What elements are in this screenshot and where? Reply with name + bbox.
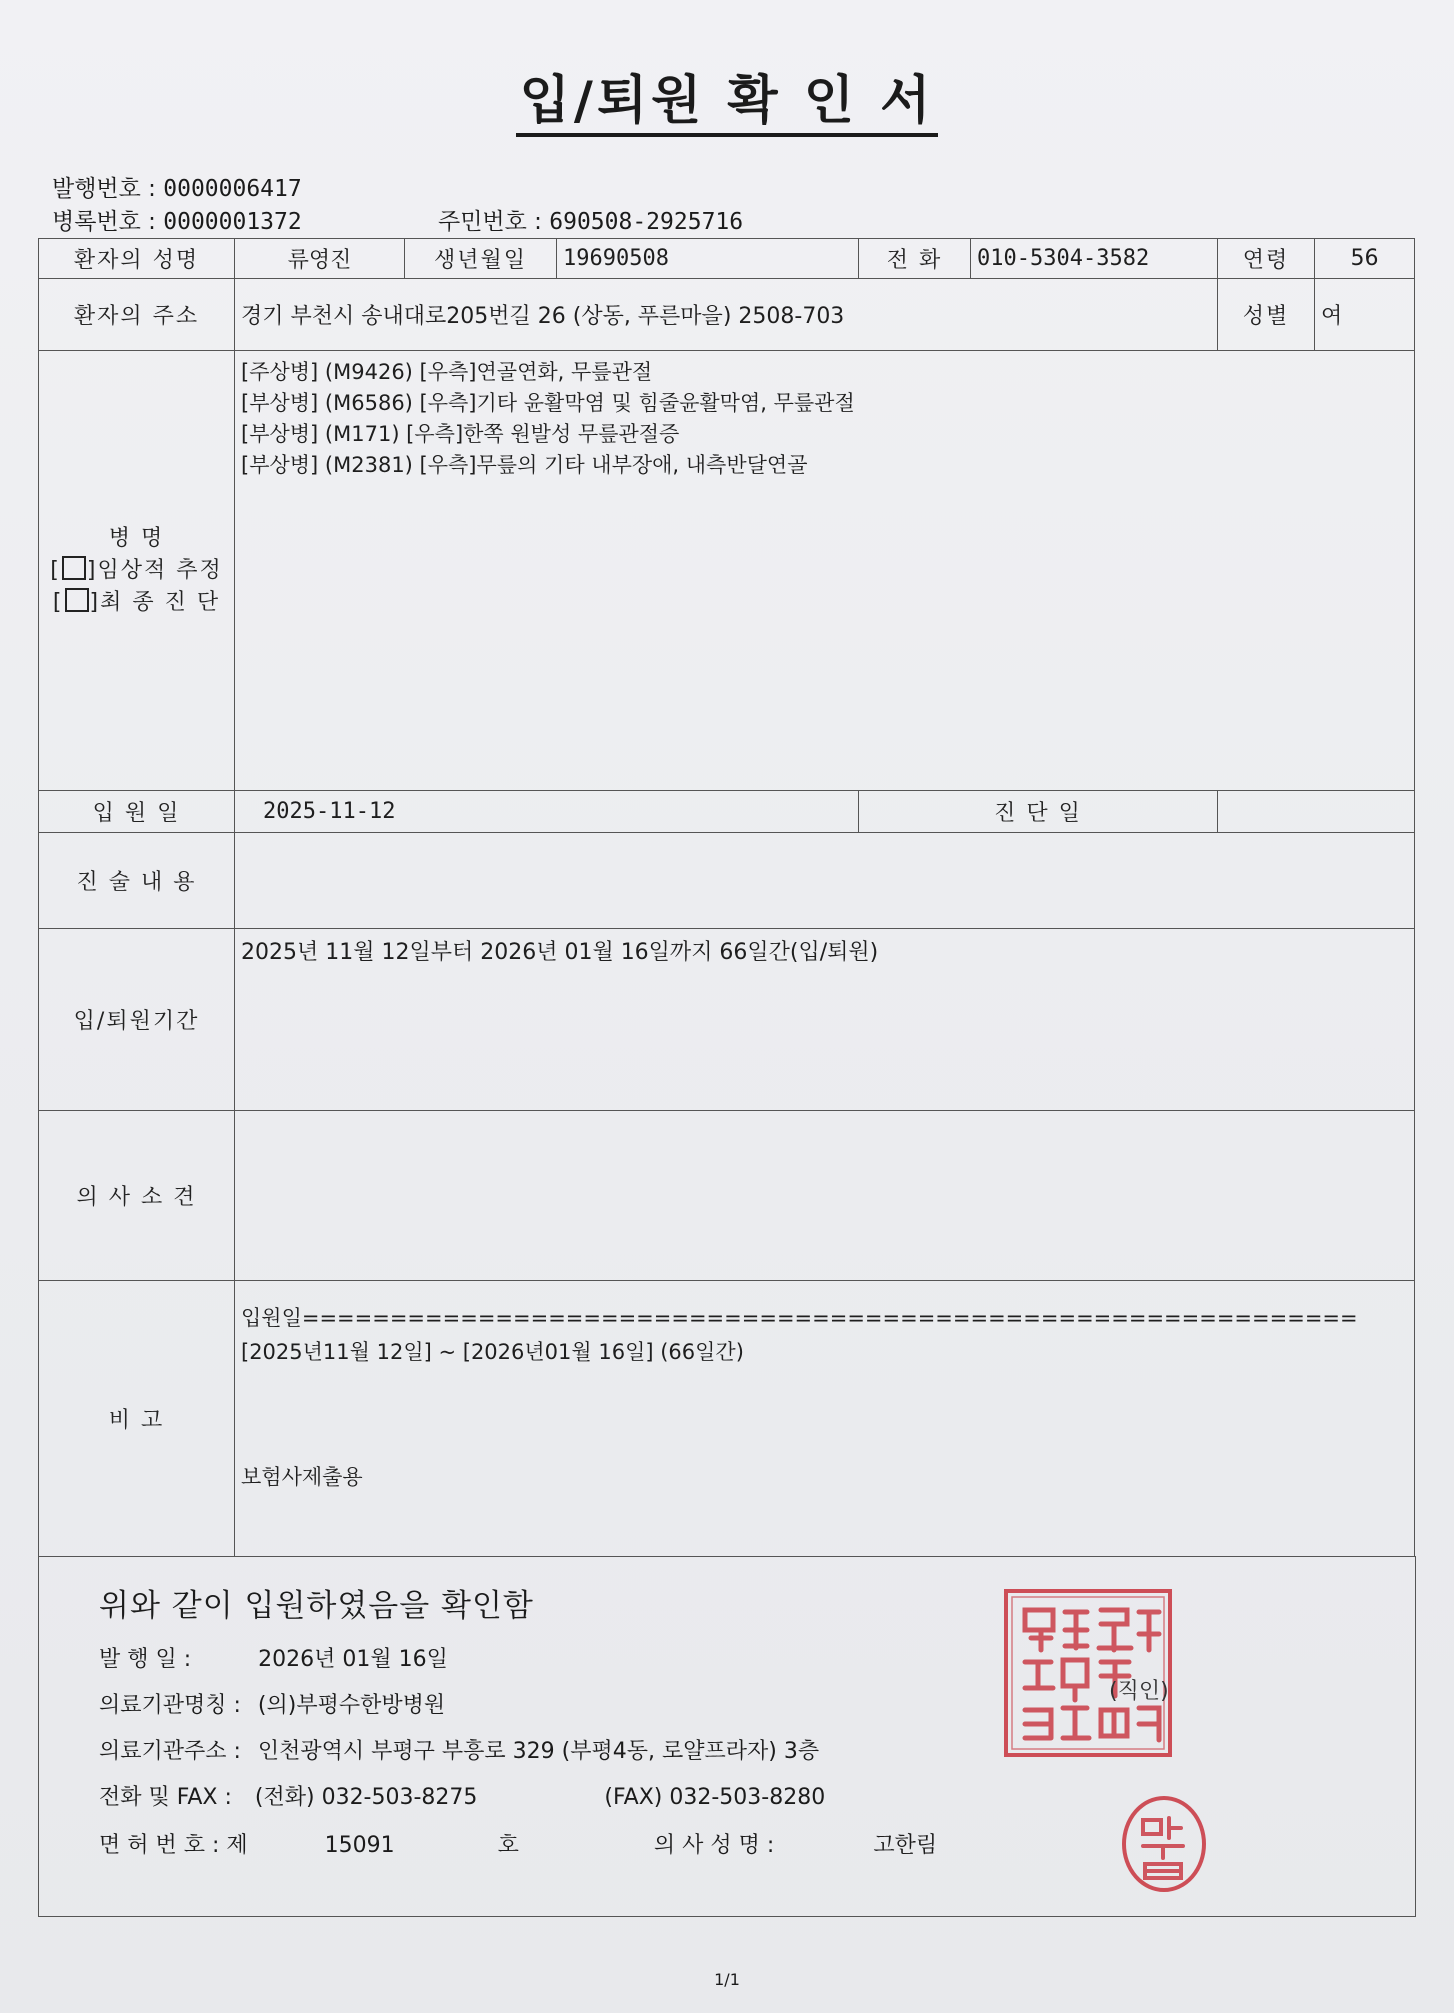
phone-label: 전 화: [859, 239, 971, 279]
diagnosis-row: [39, 351, 1415, 791]
clinical-estimate-option: [ ]임상적 추정: [50, 557, 223, 583]
final-diagnosis-checkbox[interactable]: [65, 588, 89, 612]
admission-date: 2025-11-12: [235, 791, 859, 833]
diagnosis-label-stack: [45, 523, 228, 619]
record-number: 병록번호 : 0000001372: [52, 209, 302, 235]
hospital-name: (의)부평수한방병원: [257, 1693, 446, 1718]
hospital-address: 인천광역시 부평구 부흥로 329 (부평4동, 로얄프라자) 3층: [257, 1739, 820, 1764]
opinion-label: 의 사 소 견: [39, 1111, 235, 1281]
issue-number: 발행번호 : 0000006417: [52, 176, 302, 202]
patient-row-1: [39, 239, 1415, 279]
remarks-line-2: [2025년11월 12일] ~ [2026년01월 16일] (66일간): [241, 1340, 744, 1364]
fax-number: (FAX) 032-503-8280: [604, 1785, 826, 1810]
diagnosis-label-cell: [39, 351, 235, 791]
statement-content: [235, 833, 1415, 929]
patient-age: 56: [1315, 239, 1415, 279]
patient-row-2: [39, 279, 1415, 351]
sex-label: 성별: [1218, 279, 1315, 351]
document-title: 입/퇴원 확 인 서: [0, 58, 1454, 133]
tel-fax-row: 전화 및 FAX : (전화) 032-503-8275 (FAX) 032-503-8280: [99, 1785, 826, 1810]
hospital-address-row: 의료기관주소 : 인천광역시 부평구 부흥로 329 (부평4동, 로얄프라자) 3층: [99, 1739, 820, 1764]
remarks-label: 비 고: [39, 1281, 235, 1557]
period-row: [39, 929, 1415, 1111]
clinical-estimate-checkbox[interactable]: [62, 556, 86, 580]
issuer-section: [38, 1556, 1416, 1917]
patient-birth: 19690508: [557, 239, 859, 279]
hospital-seal-stamp: [1003, 1588, 1173, 1758]
hospital-name-row: 의료기관명칭 : (의)부평수한방병원: [99, 1693, 446, 1718]
statement-row: [39, 833, 1415, 929]
diagnosis-date-label: 진 단 일: [859, 791, 1218, 833]
diagnosis-label: 병 명: [108, 525, 165, 551]
diagnosis-line: [부상병] (M171) [우측]한쪽 원발성 무릎관절증: [241, 422, 680, 446]
tel-number: (전화) 032-503-8275: [254, 1785, 478, 1810]
remarks-line-3: 보험사제출용: [241, 1465, 363, 1489]
statement-label: 진 술 내 용: [39, 833, 235, 929]
confirm-text: 위와 같이 입원하였음을 확인함: [99, 1588, 534, 1624]
period-text: 2025년 11월 12일부터 2026년 01월 16일까지 66일간(입/퇴원): [235, 929, 1415, 1111]
patient-address: 경기 부천시 송내대로205번길 26 (상동, 푸른마을) 2508-703: [235, 279, 1218, 351]
diagnosis-line: [부상병] (M2381) [우측]무릎의 기타 내부장애, 내측반달연골: [241, 453, 808, 477]
name-label: 환자의 성명: [39, 239, 235, 279]
doctor-name: 고한림: [873, 1833, 938, 1858]
admission-date-label: 입 원 일: [39, 791, 235, 833]
license-number: 15091: [324, 1833, 395, 1858]
diagnosis-line: [주상병] (M9426) [우측]연골연화, 무릎관절: [241, 360, 653, 384]
remarks-row: [39, 1281, 1415, 1557]
remarks-content: [235, 1281, 1415, 1557]
final-diagnosis-option: [ ]최 종 진 단: [52, 589, 221, 615]
page-number: 1/1: [714, 1970, 740, 1989]
age-label: 연령: [1218, 239, 1315, 279]
period-label: 입/퇴원기간: [39, 929, 235, 1111]
remarks-line-1: 입원일============================================================: [241, 1306, 1358, 1330]
issue-date-row: 발 행 일 : 2026년 01월 16일: [99, 1647, 448, 1672]
issue-date: 2026년 01월 16일: [258, 1647, 448, 1672]
opinion-row: [39, 1111, 1415, 1281]
resident-number: 주민번호 : 690508-2925716: [438, 209, 744, 235]
admission-row: [39, 791, 1415, 833]
birth-label: 생년월일: [405, 239, 557, 279]
diagnosis-line: [부상병] (M6586) [우측]기타 윤활막염 및 힘줄윤활막염, 무릎관절: [241, 391, 855, 415]
patient-name: 류영진: [235, 239, 405, 279]
patient-sex: 여: [1315, 279, 1415, 351]
opinion-content: [235, 1111, 1415, 1281]
diagnosis-list: [235, 351, 1415, 791]
license-row: 면 허 번 호 : 제 15091 호 의 사 성 명 : 고한림: [99, 1833, 938, 1858]
doctor-seal-stamp: [1119, 1794, 1209, 1894]
diagnosis-date: [1218, 791, 1415, 833]
address-label: 환자의 주소: [39, 279, 235, 351]
patient-phone: 010-5304-3582: [971, 239, 1218, 279]
seal-suffix: (직인): [1109, 1679, 1169, 1704]
form-table: [38, 238, 1415, 1557]
